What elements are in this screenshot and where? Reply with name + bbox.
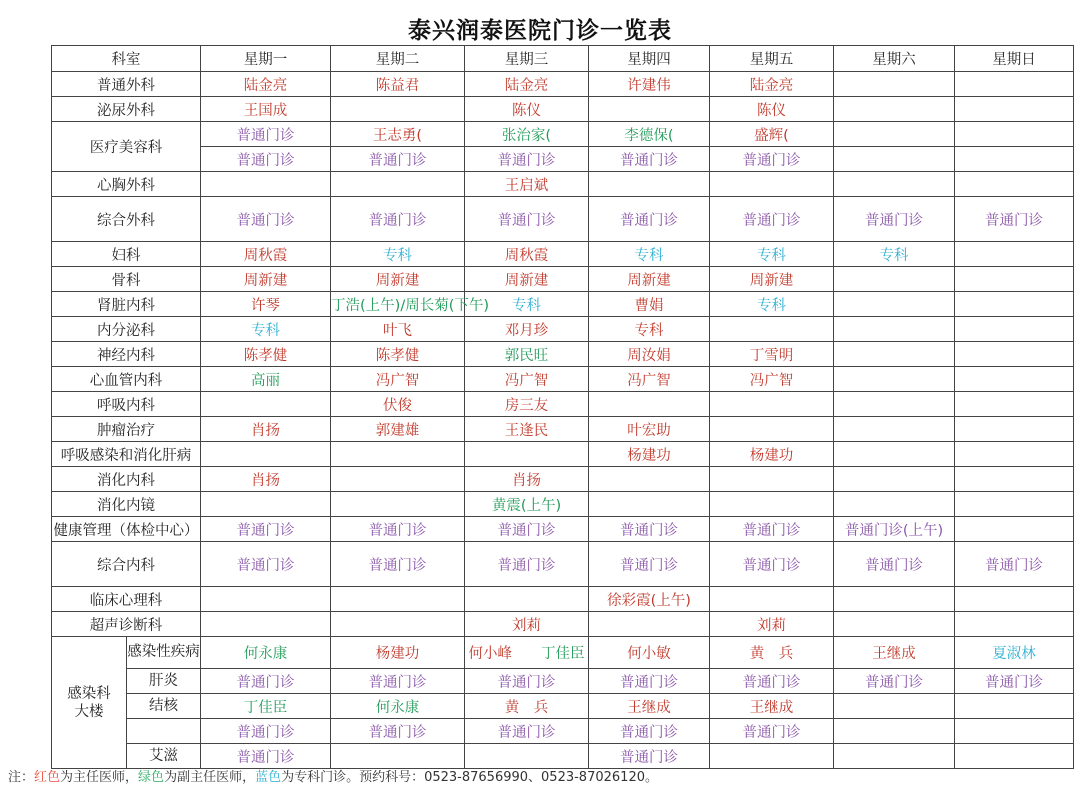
schedule-cell: 陈仪 [710,97,834,122]
schedule-cell [465,744,589,769]
schedule-cell: 普通门诊 [331,147,465,172]
schedule-cell: 陆金亮 [465,72,589,97]
schedule-cell: 普通门诊 [710,197,834,242]
schedule-cell: 专科 [710,242,834,267]
schedule-cell: 普通门诊 [201,669,331,694]
schedule-row [52,417,1074,442]
note-blue-word: 蓝色 [255,770,282,785]
schedule-row [52,492,1074,517]
schedule-cell [955,342,1074,367]
schedule-cell: 王启斌 [465,172,589,197]
dept-label: 妇科 [52,242,201,267]
schedule-cell: 普通门诊 [465,669,589,694]
schedule-cell: 普通门诊 [331,542,465,587]
schedule-cell: 周汝娟 [589,342,710,367]
schedule-cell [955,492,1074,517]
schedule-cell: 普通门诊 [201,147,331,172]
schedule-row [52,367,1074,392]
schedule-cell [955,292,1074,317]
schedule-cell: 普通门诊 [710,517,834,542]
schedule-cell: 叶飞 [331,317,465,342]
schedule-cell: 专科 [465,292,589,317]
schedule-cell: 肖扬 [201,417,331,442]
dept-label: 心血管内科 [52,367,201,392]
schedule-cell [955,442,1074,467]
schedule-cell: 专科 [834,242,955,267]
note-prefix: 注： [8,770,35,785]
schedule-cell: 王继成 [834,637,955,669]
schedule-row [52,292,1074,317]
schedule-cell: 普通门诊 [331,719,465,744]
dept-label: 骨科 [52,267,201,292]
schedule-cell: 普通门诊 [710,669,834,694]
schedule-cell: 周新建 [201,267,331,292]
schedule-cell: 房三友 [465,392,589,417]
schedule-cell [201,442,331,467]
schedule-cell: 高丽 [201,367,331,392]
schedule-cell [331,612,465,637]
schedule-row [52,317,1074,342]
schedule-cell [834,147,955,172]
schedule-cell [834,267,955,292]
schedule-cell: 王志勇( [331,122,465,147]
schedule-cell [834,317,955,342]
schedule-cell [201,587,331,612]
schedule-cell: 王国成 [201,97,331,122]
schedule-cell [834,587,955,612]
schedule-cell [955,172,1074,197]
schedule-cell: 普通门诊 [834,542,955,587]
schedule-cell: 普通门诊 [834,197,955,242]
schedule-cell: 普通门诊 [201,719,331,744]
schedule-cell: 丁雪明 [710,342,834,367]
header-thu: 星期四 [589,46,710,72]
dept-label: 泌尿外科 [52,97,201,122]
schedule-cell [710,317,834,342]
schedule-cell [955,122,1074,147]
schedule-cell: 曹娟 [589,292,710,317]
schedule-cell [834,744,955,769]
schedule-cell [465,587,589,612]
schedule-row [52,197,1074,242]
schedule-cell: 王继成 [710,694,834,719]
infection-sub-label: 感染性疾病 [127,637,201,669]
dept-label: 内分泌科 [52,317,201,342]
dept-label: 神经内科 [52,342,201,367]
schedule-cell: 普通门诊 [710,719,834,744]
schedule-cell: 陆金亮 [710,72,834,97]
schedule-cell: 普通门诊 [589,719,710,744]
schedule-cell [331,442,465,467]
schedule-cell [331,587,465,612]
header-wed: 星期三 [465,46,589,72]
schedule-cell [331,172,465,197]
schedule-cell [201,612,331,637]
schedule-cell: 周新建 [465,267,589,292]
schedule-cell [834,492,955,517]
schedule-cell: 普通门诊 [201,744,331,769]
schedule-cell [955,694,1074,719]
schedule-row [52,172,1074,197]
schedule-body [52,72,1074,769]
schedule-cell: 王逢民 [465,417,589,442]
schedule-cell: 普通门诊 [955,197,1074,242]
schedule-cell: 普通门诊 [465,517,589,542]
doctor-name: 丁佳臣 [541,646,585,662]
schedule-cell: 郭建雄 [331,417,465,442]
note-red-text: 为主任医师， [60,770,139,785]
schedule-cell [465,442,589,467]
header-mon: 星期一 [201,46,331,72]
schedule-cell: 徐彩霞(上午) [589,587,710,612]
schedule-cell [589,172,710,197]
schedule-cell: 专科 [589,317,710,342]
schedule-cell: 刘莉 [710,612,834,637]
schedule-cell: 周新建 [331,267,465,292]
schedule-cell [710,492,834,517]
schedule-cell [834,342,955,367]
schedule-cell: 普通门诊 [331,197,465,242]
dept-label: 综合内科 [52,542,201,587]
schedule-cell: 陈益君 [331,72,465,97]
schedule-cell: 何永康 [331,694,465,719]
note-green-word: 绿色 [138,770,165,785]
schedule-cell [331,492,465,517]
schedule-cell: 丁浩(上午)/周长菊(下午) [331,292,465,317]
schedule-cell [589,612,710,637]
schedule-cell: 普通门诊 [589,744,710,769]
infection-row [52,669,1074,694]
schedule-cell: 陈仪 [465,97,589,122]
schedule-cell: 许琴 [201,292,331,317]
schedule-cell: 普通门诊 [201,197,331,242]
schedule-cell: 普通门诊 [331,517,465,542]
schedule-cell [331,97,465,122]
schedule-cell: 杨建功 [710,442,834,467]
schedule-cell: 普通门诊 [465,719,589,744]
schedule-cell: 普通门诊 [201,542,331,587]
dept-label: 超声诊断科 [52,612,201,637]
schedule-cell [834,694,955,719]
header-sat: 星期六 [834,46,955,72]
schedule-row [52,517,1074,542]
schedule-cell [955,719,1074,744]
schedule-row [52,442,1074,467]
schedule-cell: 普通门诊 [201,122,331,147]
header-fri: 星期五 [710,46,834,72]
header-row [52,46,1074,72]
schedule-row [52,392,1074,417]
schedule-row [52,72,1074,97]
schedule-cell [834,292,955,317]
doctor-name: 何小峰 [468,646,512,662]
schedule-cell [955,97,1074,122]
schedule-cell: 专科 [331,242,465,267]
schedule-cell: 普通门诊 [710,147,834,172]
schedule-cell: 专科 [201,317,331,342]
schedule-cell: 普通门诊 [465,542,589,587]
page-title: 泰兴润泰医院门诊一览表 [408,18,672,44]
schedule-cell: 周秋霞 [465,242,589,267]
schedule-cell [201,392,331,417]
schedule-cell: 陆金亮 [201,72,331,97]
schedule-cell [331,744,465,769]
schedule-cell [955,612,1074,637]
schedule-cell [955,587,1074,612]
dept-label: 肿瘤治疗 [52,417,201,442]
schedule-cell [955,392,1074,417]
schedule-cell [710,417,834,442]
infection-row [52,719,1074,744]
schedule-cell: 张治家( [465,122,589,147]
schedule-cell: 王继成 [589,694,710,719]
schedule-row [52,467,1074,492]
schedule-cell: 冯广智 [465,367,589,392]
schedule-cell: 郭民旺 [465,342,589,367]
schedule-row [52,242,1074,267]
schedule-cell [834,417,955,442]
schedule-cell: 普通门诊 [331,669,465,694]
schedule-cell: 陈孝健 [201,342,331,367]
schedule-cell: 普通门诊 [955,542,1074,587]
schedule-cell [589,97,710,122]
schedule-row [52,587,1074,612]
schedule-cell: 李德保( [589,122,710,147]
schedule-cell: 刘莉 [465,612,589,637]
dept-label: 消化内镜 [52,492,201,517]
infection-row [52,637,1074,669]
dept-label: 呼吸感染和消化肝病 [52,442,201,467]
schedule-cell: 普通门诊 [201,517,331,542]
schedule-row [52,267,1074,292]
schedule-cell: 周秋霞 [201,242,331,267]
dept-label: 消化内科 [52,467,201,492]
infection-sub-label: 艾滋 [127,744,201,769]
schedule-row [52,97,1074,122]
header-tue: 星期二 [331,46,465,72]
footnote [8,766,658,785]
schedule-cell [955,317,1074,342]
infection-sub-label: 肝炎 [127,669,201,694]
note-green-text: 为副主任医师， [164,770,256,785]
schedule-cell: 黄震(上午) [465,492,589,517]
infection-sub-label: 结核 [127,694,201,719]
schedule-cell [955,517,1074,542]
schedule-cell: 普通门诊 [710,542,834,587]
schedule-cell [834,97,955,122]
schedule-cell: 邓月珍 [465,317,589,342]
schedule-cell: 普通门诊 [589,669,710,694]
schedule-cell [955,242,1074,267]
schedule-cell [834,172,955,197]
schedule-row [52,147,1074,172]
schedule-row [52,542,1074,587]
infection-row [52,694,1074,719]
schedule-cell: 黄 兵 [710,637,834,669]
schedule-cell: 普通门诊 [465,197,589,242]
schedule-cell [834,392,955,417]
dept-label: 呼吸内科 [52,392,201,417]
schedule-cell [834,122,955,147]
schedule-cell: 叶宏助 [589,417,710,442]
dept-label: 健康管理（体检中心） [52,517,201,542]
schedule-cell [955,72,1074,97]
schedule-cell: 普通门诊 [465,147,589,172]
infection-sub-label [127,719,201,744]
schedule-cell: 许建伟 [589,72,710,97]
schedule-cell [465,637,589,669]
schedule-cell: 冯广智 [589,367,710,392]
schedule-table [51,45,1074,769]
schedule-cell: 周新建 [710,267,834,292]
schedule-cell: 普通门诊 [589,517,710,542]
schedule-cell: 丁佳臣 [201,694,331,719]
schedule-cell: 肖扬 [201,467,331,492]
schedule-cell [955,467,1074,492]
schedule-cell: 何小敏 [589,637,710,669]
dept-label: 普通外科 [52,72,201,97]
schedule-cell [589,392,710,417]
schedule-cell [834,72,955,97]
schedule-cell: 专科 [710,292,834,317]
dept-label: 心胸外科 [52,172,201,197]
schedule-cell: 普通门诊 [589,147,710,172]
schedule-cell: 普通门诊 [955,669,1074,694]
schedule-row [52,122,1074,147]
schedule-cell [955,147,1074,172]
infection-row [52,744,1074,769]
note-red-word: 红色 [34,770,61,785]
note-blue-text: 为专科门诊。预约科号：0523-87656990、0523-87026120。 [281,770,658,785]
schedule-cell: 夏淑林 [955,637,1074,669]
schedule-cell: 何永康 [201,637,331,669]
dept-label: 医疗美容科 [52,122,201,172]
header-dept: 科室 [52,46,201,72]
dept-label: 肾脏内科 [52,292,201,317]
schedule-cell: 杨建功 [331,637,465,669]
schedule-cell [331,467,465,492]
schedule-cell: 周新建 [589,267,710,292]
dept-label: 综合外科 [52,197,201,242]
schedule-cell: 普通门诊 [589,542,710,587]
schedule-cell: 陈孝健 [331,342,465,367]
schedule-cell: 普通门诊(上午) [834,517,955,542]
schedule-cell: 黄 兵 [465,694,589,719]
infection-group-label: 感染科 大楼 [52,637,127,769]
schedule-cell [710,467,834,492]
schedule-cell: 冯广智 [710,367,834,392]
schedule-cell: 伏俊 [331,392,465,417]
schedule-cell [710,172,834,197]
schedule-row [52,612,1074,637]
schedule-cell: 肖扬 [465,467,589,492]
schedule-cell [955,744,1074,769]
schedule-cell [834,442,955,467]
schedule-cell [834,612,955,637]
schedule-cell [589,492,710,517]
schedule-cell: 普通门诊 [834,669,955,694]
schedule-cell: 杨建功 [589,442,710,467]
schedule-cell [589,467,710,492]
schedule-cell: 普通门诊 [589,197,710,242]
schedule-cell [710,392,834,417]
schedule-cell [834,467,955,492]
schedule-row [52,342,1074,367]
schedule-cell [710,587,834,612]
dept-label: 临床心理科 [52,587,201,612]
schedule-cell [955,267,1074,292]
schedule-cell: 冯广智 [331,367,465,392]
schedule-cell: 盛辉( [710,122,834,147]
schedule-cell [201,492,331,517]
schedule-cell [201,172,331,197]
schedule-cell [955,417,1074,442]
schedule-cell [834,367,955,392]
schedule-cell [834,719,955,744]
schedule-cell: 专科 [589,242,710,267]
schedule-cell [955,367,1074,392]
schedule-cell [710,744,834,769]
header-sun: 星期日 [955,46,1074,72]
